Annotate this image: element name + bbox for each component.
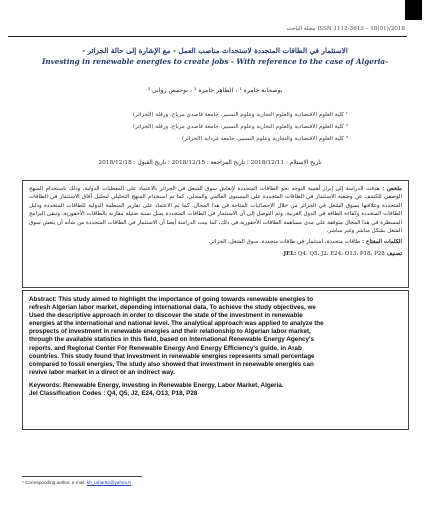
keywords-arabic-label: الكلمات المفتاح : xyxy=(361,239,402,246)
affiliation-2: ² كلية العلوم الاقتصادية والعلوم التجارية وعلوم التسيير، جامعة قاصدي مرباح، ورقلة (الجزائر) xyxy=(133,124,348,130)
abstract-arabic-text: هدفت الدراسة إلى إبراز أهمية التوجه نحو الطاقات المتجددة لإنعاش سوق الشغل في الجزائر بالاعتماد على المعطيات الدولية، وذلك باستخدام المنهج الوصفي للكشف عن وضعية الاستثمار في الطاقات المتجددة على المستوى العالمي والمحلي، كما تم استخدام المنهج التحليلي لتحليل آفاق الاستثمار في الطاقات المتجددة وعلاقتها بسوق الشغل في الجزائر من خلال الإحصائيات المتاحة في هذا المجال، كما تم الاعتماد على تقارير المنظمة الدولية للطاقات المتجددة ودليل الطاقات المتجددة وكفاءة الطاقة في الدول العربية، وتم التوصل إلى أن الاستثمار في الطاقات المتجددة يمثل نسبة ضئيلة مقارنة بالطاقات الأحفورية، وتبقى البرامج المسطرة في هذا المجال متوقفة على مدى مساهمة الطاقات الأحفورية في ذلك، كما بينت الدراسة أيضا أن الاستثمار في الطاقات المتجددة من شأنه أن ينعش سوق الشغل بشكل مباشر وغير مباشر. xyxy=(29,186,402,235)
affiliation-1: ¹ كلية العلوم الاقتصادية والعلوم التجارية وعلوم التسيير، جامعة قاصدي مرباح، ورقلة (الجزائر) xyxy=(133,112,348,118)
jel-arabic-label: تصنيف JEL: xyxy=(283,250,402,257)
abstract-arabic-label: ملخص : xyxy=(382,186,402,192)
author-email-link[interactable]: kh_tahar82@yahoo.fr xyxy=(86,480,132,485)
title-arabic: الاستثمار في الطاقات المتجددة لاستحداث مناصب العمل - مع الإشارة إلى حالة الجزائر - xyxy=(82,46,348,55)
keywords-arabic-text: طاقات متجددة، استثمار في طاقات متجددة، سوق الشغل، الجزائر. xyxy=(208,239,361,246)
abstract-line: energies at the international and national level. The analytical approach was applied to analyze the xyxy=(29,320,324,328)
journal-issn-line: 2018/(01)18 – ISSN 1112-3613 مجلة الباحث xyxy=(286,26,405,32)
footnote-text: * Corresponding author, e-mail: xyxy=(22,480,87,485)
author-list: بوصحابة خامرة ¹ ، الطاهر خامرة ² ، بوحفص رواني ³ xyxy=(147,87,283,94)
title-english: Investing in renewable energies to create jobs - With reference to the case of Algeria- xyxy=(41,57,388,66)
corner-mark xyxy=(405,0,422,20)
jel-arabic xyxy=(29,250,402,258)
abstract-line: prospects of investment in renewable energies and their relationship to Algerian labor market, xyxy=(29,328,311,336)
journal-header xyxy=(8,26,407,40)
jel-english-label: Jel Classification Codes : xyxy=(29,390,106,398)
jel-english-codes: Q4, Q5, J2, E24, O13, P18, P28 xyxy=(107,390,198,398)
abstract-line: revive labor market in a direct or an indirect way. xyxy=(29,368,175,376)
abstract-english xyxy=(29,296,402,377)
abstract-line: compared to fossil energies, The study also showed that investment in renewable energies can xyxy=(29,360,314,368)
abstract-english-label: Abstract: xyxy=(29,296,57,303)
abstract-line: refresh Algerian labor market, depending international data, To achieve the study objectives, we xyxy=(29,304,316,312)
keywords-english xyxy=(29,382,402,390)
abstract-arabic-box xyxy=(22,180,409,288)
abstract-line: through the available statistics in this field, based on International Renewable Energy Agency's xyxy=(29,336,315,344)
corresponding-author-footnote xyxy=(22,480,131,485)
abstract-line: countries. This study found that investment in renewable energies represents small percentage xyxy=(29,352,315,360)
keywords-english-text: Renewable Energy, Investing in Renewable Energy, Labor Market, Algeria. xyxy=(62,381,284,389)
abstract-line: Used the descriptive approach in order to discover the state of the investment in renewable xyxy=(29,312,303,320)
abstract-line: reports. and Regional Center For Renewable Energy And Energy Efficiency's guide, in Arab xyxy=(29,344,302,352)
footnote-rule xyxy=(22,476,142,477)
submission-dates: تاريخ الاستلام : 2018/12/11 ؛ تاريخ المراجعة : 2018/12/15 ؛ تاريخ القبول : 2018/12/18 xyxy=(98,160,322,166)
abstract-arabic xyxy=(29,185,402,235)
affiliation-3: ³ كلية العلوم الاقتصادية والتجارية وعلوم التسيير، جامعة غرداية (الجزائر) xyxy=(182,136,348,142)
abstract-line: This study aimed to highlight the importance of going towards renewable energies to xyxy=(58,296,314,303)
keywords-english-label: Keywords: xyxy=(29,381,62,389)
abstract-english-box xyxy=(22,290,409,430)
keywords-arabic xyxy=(29,238,402,246)
jel-english xyxy=(29,390,402,398)
jel-arabic-codes: Q4، Q5، J2، E24، O13، P18، P28. xyxy=(281,250,385,257)
header-rule xyxy=(8,36,407,37)
